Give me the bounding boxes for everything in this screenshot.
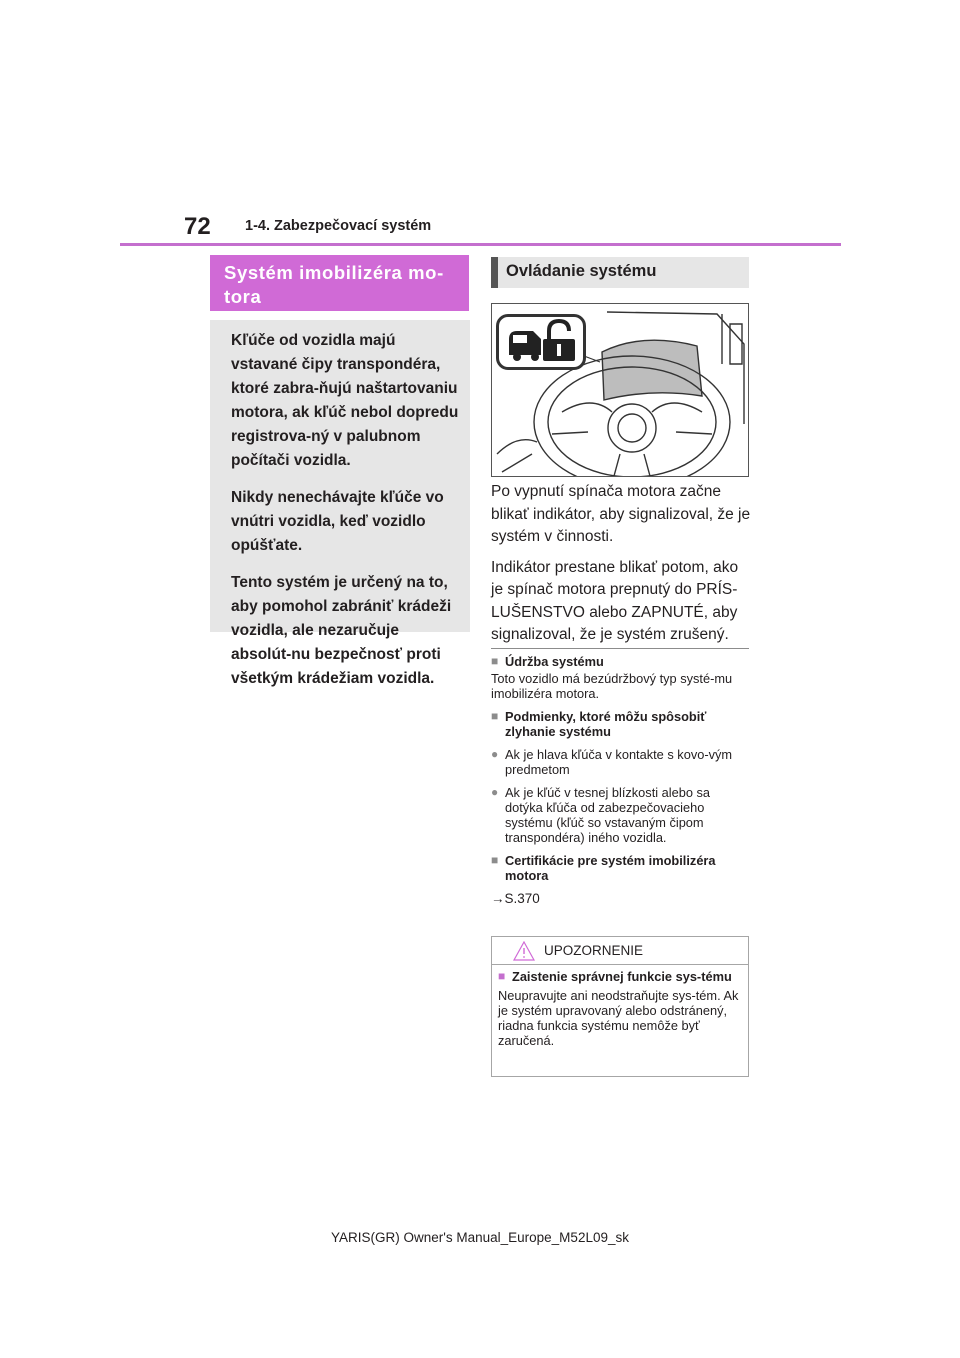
info-paragraph-2: Nikdy nenechávajte kľúče vo vnútri vozidla, keď vozidlo opúšťate. — [231, 489, 444, 554]
footer-text: YARIS(GR) Owner's Manual_Europe_M52L09_sk — [331, 1230, 629, 1245]
square-bullet-icon: ■ — [491, 654, 499, 668]
notes-section — [491, 654, 749, 906]
arrow-right-icon: → — [491, 891, 505, 906]
notes-divider — [491, 648, 749, 649]
caution-title: ■ Zaistenie správnej funkcie sys-tému — [498, 969, 732, 984]
caution-body — [498, 969, 743, 1048]
info-paragraph-3: Tento systém je určený na to, aby pomohol zabrániť krádeži vozidla, ale nezaručuje absolút-nu bezpečnosť proti všetkým krádežiam vozidla. — [231, 574, 452, 687]
immobilizer-info-box — [210, 320, 470, 687]
operation-heading: Ovládanie systému — [491, 257, 749, 288]
info-paragraph-1: Kľúče od vozidla majú vstavané čipy transpondéra, ktoré zabra-ňujú naštartovaniu motora, ak kľúč nebol dopredu registrova-ný v palubnom počítači vozidla. — [231, 332, 459, 469]
caution-label: UPOZORNENIE — [544, 943, 644, 958]
note-maintenance-title: ■ Údržba systému — [491, 654, 604, 669]
square-bullet-icon: ■ — [498, 969, 506, 983]
operation-paragraph-2: Indikátor prestane blikať potom, ako je spínač motora prepnutý do PRÍS-LUŠENSTVO alebo ZAPNUTÉ, aby signalizoval, že je systém zrušený. — [491, 558, 739, 643]
caution-box — [491, 936, 749, 1077]
page-number: 72 — [184, 213, 211, 240]
caution-header — [492, 937, 748, 965]
square-bullet-icon: ■ — [491, 853, 499, 867]
note-cert-title: ■ Certifikácie pre systém imobilizéra motora — [491, 853, 716, 883]
note-conditions-title: ■ Podmienky, ktoré môžu spôsobiť zlyhanie systému — [491, 709, 707, 739]
header-rule — [120, 243, 841, 246]
immobilizer-indicator-icon — [496, 314, 586, 370]
immobilizer-heading: Systém imobilizéra mo-tora — [210, 255, 469, 311]
caution-text: Neupravujte ani neodstraňujte sys-tém. Ak je systém upravovaný alebo odstránený, riadna funkcia systému nemôže byť zaručená. — [498, 988, 739, 1048]
operation-paragraph-1: Po vypnutí spínača motora začne blikať indikátor, aby signalizoval, že je systém v činnosti. — [491, 483, 751, 545]
operation-text — [491, 481, 753, 655]
warning-triangle-icon — [513, 941, 535, 961]
dashboard-illustration — [491, 303, 749, 477]
note-condition-2: ● Ak je kľúč v tesnej blízkosti alebo sa dotýka kľúča od zabezpečovacieho systému (kľúč so vstavaným čipom transpondéra) iného vozidla. — [491, 785, 711, 845]
square-bullet-icon: ■ — [491, 709, 499, 723]
circle-bullet-icon: ● — [491, 747, 499, 761]
note-maintenance-text: Toto vozidlo má bezúdržbový typ systé-mu imobilizéra motora. — [491, 671, 733, 701]
section-title: 1-4. Zabezpečovací systém — [245, 218, 432, 234]
cert-reference-link[interactable]: →S.370 — [491, 891, 540, 906]
note-condition-1: ● Ak je hlava kľúča v kontakte s kovo-vým predmetom — [491, 747, 733, 777]
circle-bullet-icon: ● — [491, 785, 499, 799]
